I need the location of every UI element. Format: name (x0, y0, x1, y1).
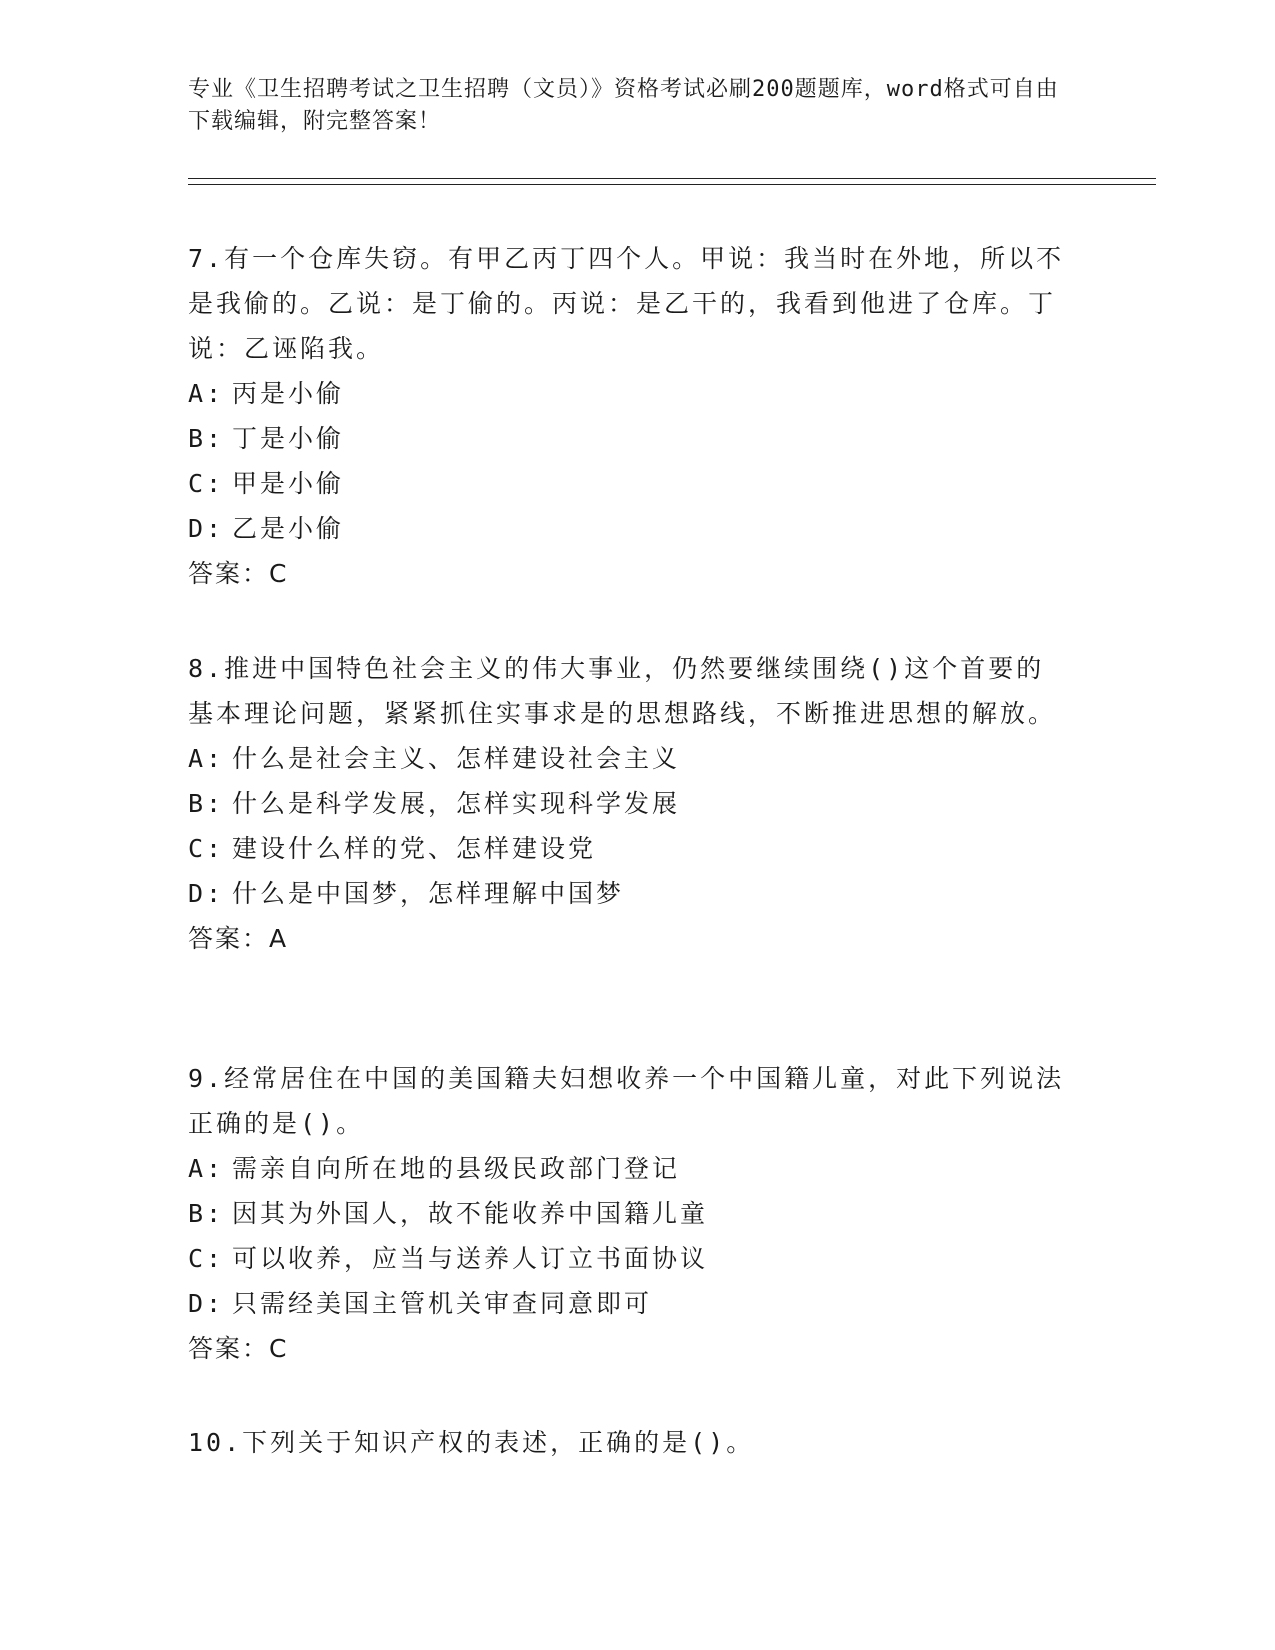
option-key: B: (188, 789, 225, 818)
option-b (188, 416, 1068, 461)
option-key: B: (188, 1199, 225, 1228)
option-text: 丙是小偷 (232, 379, 345, 408)
option-c (188, 1236, 1068, 1281)
option-key: B: (188, 424, 225, 453)
question-stem: 8.推进中国特色社会主义的伟大事业，仍然要继续围绕()这个首要的基本理论问题，紧紧抓住实事求是的思想路线，不断推进思想的解放。 (188, 654, 1057, 728)
option-d (188, 506, 1068, 551)
header-divider-top (188, 178, 1156, 179)
question-7 (188, 236, 1068, 596)
question-10 (188, 1420, 1068, 1465)
option-c (188, 461, 1068, 506)
option-text: 因其为外国人，故不能收养中国籍儿童 (232, 1199, 709, 1228)
option-text: 甲是小偷 (232, 469, 345, 498)
option-key: A: (188, 1154, 225, 1183)
option-key: C: (188, 1244, 225, 1273)
option-a (188, 736, 1068, 781)
option-key: C: (188, 834, 225, 863)
option-d (188, 871, 1068, 916)
option-key: D: (188, 514, 225, 543)
option-text: 可以收养，应当与送养人订立书面协议 (232, 1244, 709, 1273)
option-text: 丁是小偷 (232, 424, 345, 453)
question-9 (188, 1056, 1068, 1371)
document-header: 专业《卫生招聘考试之卫生招聘（文员）》资格考试必刷200题题库，word格式可自由下载编辑，附完整答案！ (188, 77, 1059, 134)
answer: 答案：C (188, 1334, 289, 1363)
option-a (188, 1146, 1068, 1191)
option-c (188, 826, 1068, 871)
option-a (188, 371, 1068, 416)
question-8 (188, 646, 1068, 961)
header-divider-bottom (188, 184, 1156, 185)
option-text: 需亲自向所在地的县级民政部门登记 (232, 1154, 681, 1183)
option-key: A: (188, 744, 225, 773)
question-stem: 7.有一个仓库失窃。有甲乙丙丁四个人。甲说：我当时在外地，所以不是我偷的。乙说：是丁偷的。丙说：是乙干的，我看到他进了仓库。丁说：乙诬陷我。 (188, 244, 1065, 363)
option-key: D: (188, 879, 225, 908)
option-b (188, 781, 1068, 826)
option-text: 乙是小偷 (232, 514, 345, 543)
option-text: 什么是科学发展，怎样实现科学发展 (232, 789, 681, 818)
option-b (188, 1191, 1068, 1236)
option-text: 什么是社会主义、怎样建设社会主义 (232, 744, 681, 773)
option-text: 只需经美国主管机关审查同意即可 (232, 1289, 653, 1318)
option-text: 什么是中国梦，怎样理解中国梦 (232, 879, 625, 908)
option-key: D: (188, 1289, 225, 1318)
answer: 答案：C (188, 559, 289, 588)
answer: 答案：A (188, 924, 289, 953)
option-key: C: (188, 469, 225, 498)
option-d (188, 1281, 1068, 1326)
question-stem: 10.下列关于知识产权的表述，正确的是()。 (188, 1428, 755, 1457)
option-text: 建设什么样的党、怎样建设党 (232, 834, 597, 863)
question-stem: 9.经常居住在中国的美国籍夫妇想收养一个中国籍儿童，对此下列说法正确的是()。 (188, 1064, 1065, 1138)
option-key: A: (188, 379, 225, 408)
